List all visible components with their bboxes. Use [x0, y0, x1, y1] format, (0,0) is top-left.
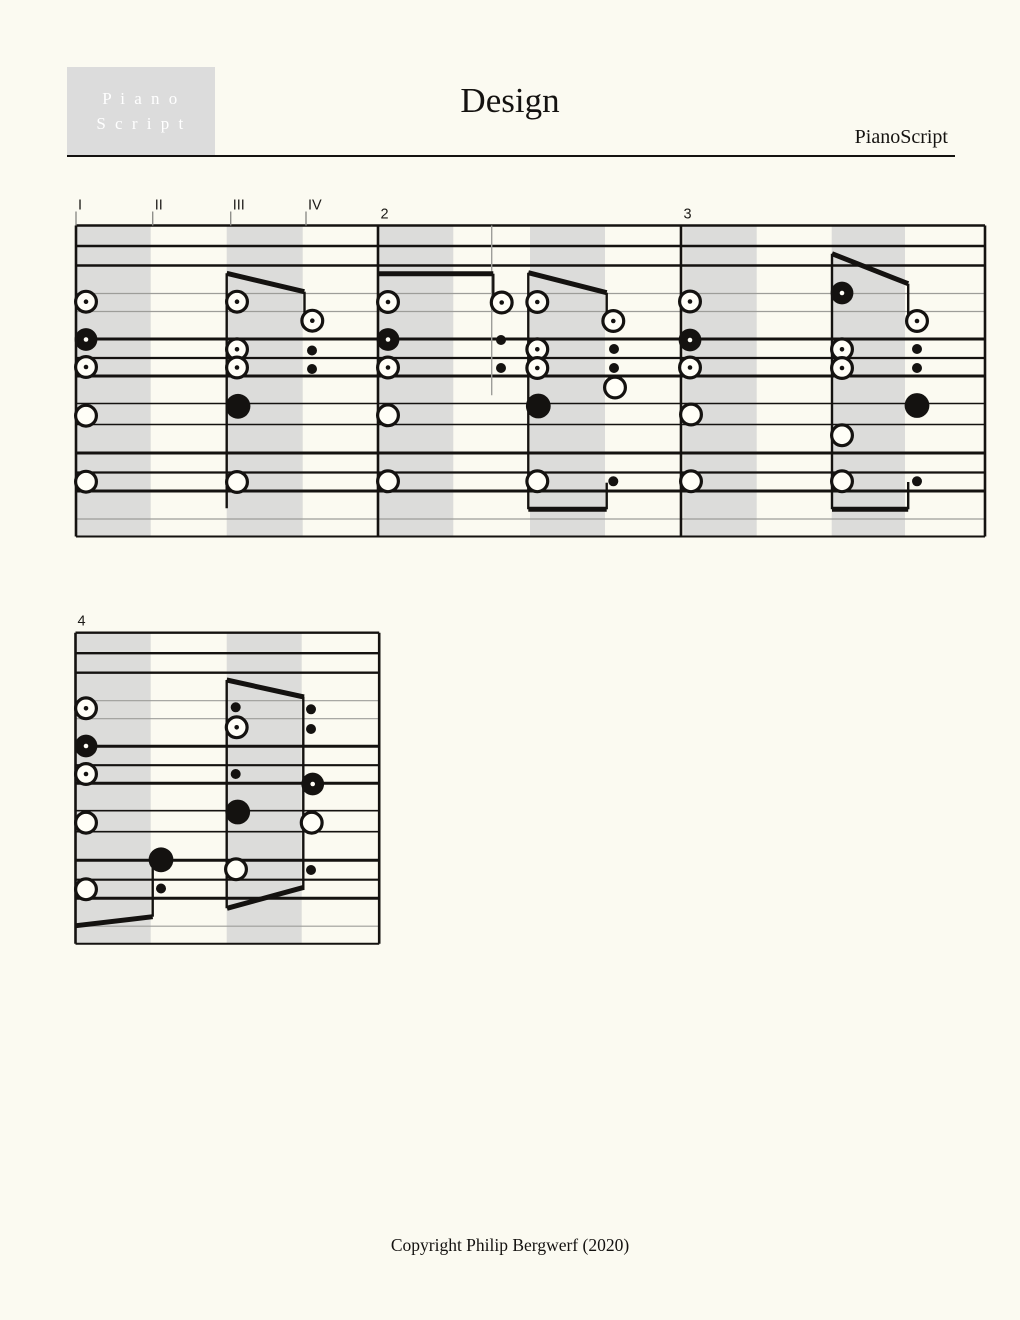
note-center-dot	[840, 366, 845, 371]
measure-number: 4	[77, 613, 86, 630]
note-filled	[526, 394, 551, 419]
note-center-dot	[84, 365, 89, 370]
note-open	[76, 879, 97, 900]
note-open	[832, 425, 853, 446]
note-center-dot	[535, 300, 540, 305]
note-open	[832, 471, 853, 492]
note-small-dot	[307, 346, 317, 356]
note-open	[527, 471, 548, 492]
note-small-dot	[231, 702, 241, 712]
note-open	[378, 405, 399, 426]
note-small-dot	[306, 704, 316, 714]
note-center-dot	[84, 744, 89, 749]
note-center-dot	[84, 299, 89, 304]
note-small-dot	[231, 769, 241, 779]
note-center-dot	[915, 319, 920, 324]
note-open	[378, 471, 399, 492]
note-open	[301, 812, 322, 833]
note-center-dot	[688, 338, 693, 343]
note-center-dot	[840, 347, 845, 352]
note-center-dot	[84, 337, 89, 342]
note-small-dot	[496, 363, 506, 373]
beat-number-label: IV	[308, 197, 322, 214]
note-center-dot	[386, 337, 391, 342]
note-small-dot	[496, 335, 506, 345]
note-center-dot	[310, 318, 315, 323]
note-center-dot	[310, 782, 315, 787]
note-center-dot	[611, 319, 616, 324]
note-center-dot	[535, 366, 540, 371]
note-small-dot	[156, 884, 166, 894]
note-filled	[149, 847, 174, 872]
note-small-dot	[306, 724, 316, 734]
note-center-dot	[499, 300, 504, 305]
note-center-dot	[535, 347, 540, 352]
note-small-dot	[912, 476, 922, 486]
note-center-dot	[235, 365, 240, 370]
note-filled	[226, 394, 251, 419]
note-open	[76, 812, 97, 833]
note-center-dot	[386, 300, 391, 305]
beat-number-label: I	[78, 197, 83, 214]
note-open	[227, 472, 248, 493]
note-center-dot	[235, 299, 240, 304]
note-filled	[905, 393, 930, 418]
measure-number: 3	[683, 206, 692, 223]
note-open	[681, 404, 702, 425]
note-center-dot	[386, 365, 391, 370]
note-small-dot	[912, 363, 922, 373]
note-center-dot	[234, 725, 239, 730]
note-center-dot	[84, 706, 89, 711]
score-title: Design	[460, 81, 560, 120]
note-small-dot	[307, 364, 317, 374]
note-open	[605, 377, 626, 398]
note-center-dot	[84, 772, 89, 777]
note-small-dot	[609, 344, 619, 354]
note-center-dot	[688, 365, 693, 370]
note-center-dot	[688, 299, 693, 304]
note-open	[76, 471, 97, 492]
note-open	[681, 471, 702, 492]
brand-name: PianoScript	[854, 126, 948, 148]
note-open	[226, 859, 247, 880]
logo-line-1: P i a n o	[102, 89, 180, 108]
note-filled	[225, 800, 250, 825]
note-small-dot	[609, 363, 619, 373]
note-small-dot	[306, 865, 316, 875]
note-center-dot	[840, 291, 845, 296]
logo-line-2: S c r i p t	[96, 114, 186, 133]
note-center-dot	[235, 347, 240, 352]
copyright-text: Copyright Philip Bergwerf (2020)	[390, 1235, 630, 1255]
note-small-dot	[912, 344, 922, 354]
beat-number-label: III	[232, 197, 245, 214]
beat-number-label: II	[154, 197, 163, 214]
note-small-dot	[608, 476, 618, 486]
note-open	[76, 405, 97, 426]
measure-number: 2	[380, 206, 389, 223]
